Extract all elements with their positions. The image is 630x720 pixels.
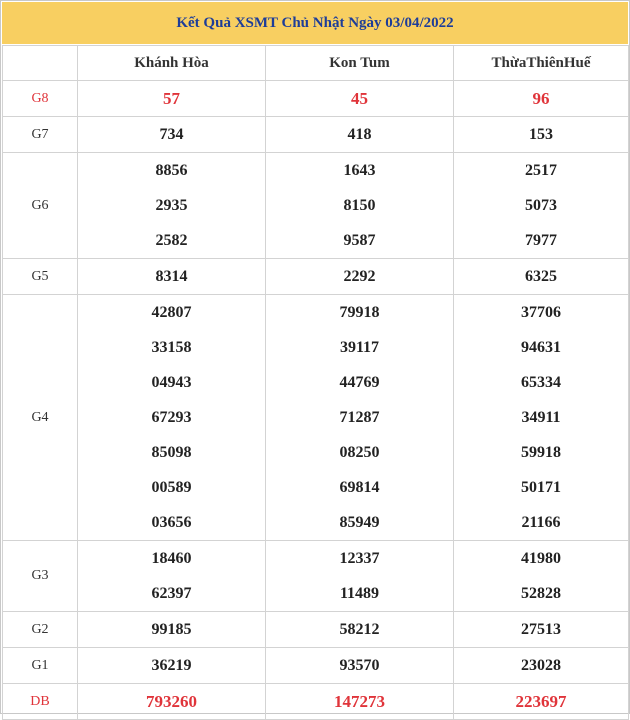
result-number: 58212 xyxy=(339,621,380,638)
province-header-2: Kon Tum xyxy=(266,46,454,81)
result-number: 99185 xyxy=(151,621,192,638)
jackpot-number: 223697 xyxy=(515,692,567,711)
result-number: 44769 xyxy=(339,374,380,391)
result-number: 33158 xyxy=(151,339,192,356)
prize-label: G6 xyxy=(3,153,78,259)
prize-label: G3 xyxy=(3,541,78,612)
results-title: Kết Quả XSMT Chủ Nhật Ngày 03/04/2022 xyxy=(2,2,628,44)
result-number: 8856 xyxy=(155,162,188,179)
result-number: 00589 xyxy=(151,479,192,496)
result-number: 2292 xyxy=(343,268,376,285)
result-number: 45 xyxy=(351,89,368,108)
result-number: 8150 xyxy=(343,197,376,214)
result-number: 8314 xyxy=(155,268,188,285)
result-number: 23028 xyxy=(521,657,561,674)
result-number: 34911 xyxy=(521,409,561,426)
result-number: 1643 xyxy=(343,162,376,179)
result-number: 59918 xyxy=(521,444,561,461)
result-number: 5073 xyxy=(525,197,557,214)
prize-label: G4 xyxy=(3,295,78,541)
result-number: 04943 xyxy=(151,374,192,391)
result-number: 08250 xyxy=(339,444,380,461)
prize-row-db xyxy=(3,684,629,720)
prize-row-g8 xyxy=(3,81,629,117)
result-number: 39117 xyxy=(339,339,380,356)
result-number: 37706 xyxy=(521,304,561,321)
result-number: 6325 xyxy=(525,268,557,285)
results-table xyxy=(2,45,629,720)
result-number: 50171 xyxy=(521,479,561,496)
result-number: 418 xyxy=(347,126,372,143)
result-number: 27513 xyxy=(521,621,561,638)
prize-header-cell xyxy=(3,46,78,81)
result-number: 36219 xyxy=(151,657,192,674)
result-number: 42807 xyxy=(151,304,192,321)
prize-label: DB xyxy=(3,684,78,720)
prize-label: G8 xyxy=(3,81,78,117)
result-number: 21166 xyxy=(521,514,561,531)
result-number: 79918 xyxy=(339,304,380,321)
result-number: 41980 xyxy=(521,550,561,567)
prize-label: G5 xyxy=(3,259,78,295)
prize-row-g4 xyxy=(3,295,629,541)
result-number: 9587 xyxy=(343,232,376,249)
result-number: 2582 xyxy=(155,232,188,249)
result-number: 11489 xyxy=(339,585,380,602)
result-number: 52828 xyxy=(521,585,561,602)
jackpot-number: 147273 xyxy=(334,692,385,711)
result-number: 71287 xyxy=(339,409,380,426)
result-number: 94631 xyxy=(521,339,561,356)
result-number: 69814 xyxy=(339,479,380,496)
prize-label: G7 xyxy=(3,117,78,153)
result-number: 2517 xyxy=(525,162,557,179)
prize-row-g1 xyxy=(3,648,629,684)
province-header-3: ThừaThiênHuế xyxy=(454,46,629,81)
result-number: 12337 xyxy=(339,550,380,567)
result-number: 153 xyxy=(529,126,553,143)
prize-row-g5 xyxy=(3,259,629,295)
result-number: 2935 xyxy=(155,197,188,214)
result-number: 65334 xyxy=(521,374,561,391)
result-number: 03656 xyxy=(151,514,192,531)
prize-row-g6 xyxy=(3,153,629,259)
prize-label: G1 xyxy=(3,648,78,684)
result-number: 85949 xyxy=(339,514,380,531)
prize-row-g3 xyxy=(3,541,629,612)
province-header-1: Khánh Hòa xyxy=(78,46,266,81)
prize-label: G2 xyxy=(3,612,78,648)
result-number: 67293 xyxy=(151,409,192,426)
result-number: 18460 xyxy=(151,550,192,567)
result-number: 85098 xyxy=(151,444,192,461)
result-number: 734 xyxy=(159,126,184,143)
result-number: 62397 xyxy=(151,585,192,602)
prize-row-g2 xyxy=(3,612,629,648)
result-number: 57 xyxy=(163,89,180,108)
header-row xyxy=(3,46,629,81)
result-number: 96 xyxy=(532,89,550,108)
result-number: 93570 xyxy=(339,657,380,674)
result-number: 7977 xyxy=(525,232,557,249)
jackpot-number: 793260 xyxy=(146,692,197,711)
prize-row-g7 xyxy=(3,117,629,153)
